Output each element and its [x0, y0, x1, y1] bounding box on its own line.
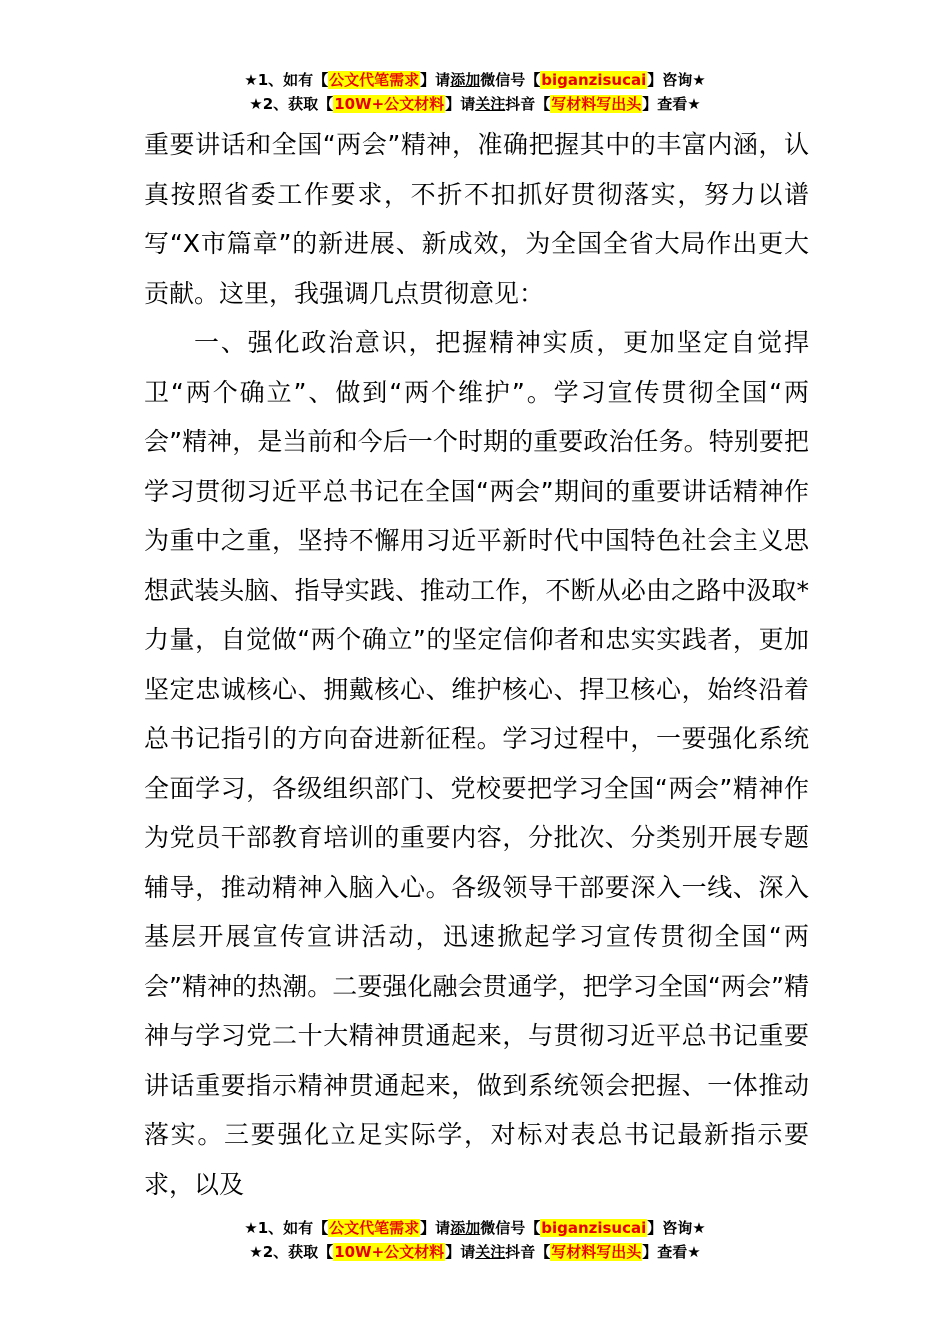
banner-underlined-text: 添加 [450, 1219, 481, 1237]
paragraph-continuation: 重要讲话和全国“两会”精神，准确把握其中的丰富内涵，认真按照省委工作要求，不折不扣抓好贯彻落实，努力以谱写“X市篇章”的新进展、新成效，为全国全省大局作出更大贡献。这里，我强调几点贯彻意见： [144, 130, 809, 308]
paragraph-section-one: 一、强化政治意识，把握精神实质，更加坚定自觉捍卫“两个确立”、做到“两个维护”。学习宣传贯彻全国“两会”精神，是当前和今后一个时期的重要政治任务。特别要把学习贯彻习近平总书记在全国“两会”期间的重要讲话精神作为重中之重，坚持不懈用习近平新时代中国特色社会主义思想武装头脑、指导实践、推动工作，不断从必由之路中汲取*力量，自觉做“两个确立”的坚定信仰者和忠实实践者，更加坚定忠诚核心、拥戴核心、维护核心、捍卫核心，始终沿着总书记指引的方向奋进新征程。学习过程中，一要强化系统全面学习，各级组织部门、党校要把学习全国“两会”精神作为党员干部教育培训的重要内容，分批次、分类别开展专题辅导，推动精神入脑入心。各级领导干部要深入一线、深入基层开展宣传宣讲活动，迅速掀起学习宣传贯彻全国“两会”精神的热潮。二要强化融会贯通学，把学习全国“两会”精神与学习党二十大精神贯通起来，与贯彻习近平总书记重要讲话重要指示精神贯通起来，做到系统领会把握、一体推动落实。三要强化立足实际学，对标对表总书记最新指示要求，以及 [144, 328, 809, 1199]
banner-text: ★1、如有【 [244, 71, 329, 89]
banner-highlight: 写材料写出头 [551, 1243, 642, 1261]
banner-highlight: biganzisucai [541, 71, 647, 89]
banner-line-1 [0, 68, 950, 92]
banner-highlight: 10W+公文材料 [334, 95, 445, 113]
header-banner [0, 68, 950, 116]
banner-highlight: 公文代笔需求 [329, 1219, 420, 1237]
banner-line-1 [0, 1216, 950, 1240]
banner-underlined-text: 关注 [475, 1243, 506, 1261]
banner-line-2 [0, 92, 950, 116]
document-body [144, 120, 809, 1209]
banner-text: 微信号【 [480, 1219, 541, 1237]
banner-text: 】咨询★ [647, 1219, 706, 1237]
banner-highlight: 公文代笔需求 [329, 71, 420, 89]
footer-banner [0, 1216, 950, 1264]
banner-underlined-text: 关注 [475, 95, 506, 113]
banner-text: 抖音【 [505, 1243, 551, 1261]
banner-text: ★1、如有【 [244, 1219, 329, 1237]
banner-highlight: 写材料写出头 [551, 95, 642, 113]
banner-text: 】请 [420, 71, 451, 89]
banner-text: 】查看★ [642, 1243, 701, 1261]
banner-underlined-text: 添加 [450, 71, 481, 89]
banner-text: 】请 [420, 1219, 451, 1237]
banner-line-2 [0, 1240, 950, 1264]
banner-highlight: biganzisucai [541, 1219, 647, 1237]
banner-text: ★2、获取【 [249, 95, 334, 113]
banner-text: ★2、获取【 [249, 1243, 334, 1261]
banner-text: 微信号【 [480, 71, 541, 89]
banner-text: 】咨询★ [647, 71, 706, 89]
banner-text: 】请 [445, 95, 476, 113]
banner-text: 】请 [445, 1243, 476, 1261]
banner-text: 抖音【 [505, 95, 551, 113]
banner-highlight: 10W+公文材料 [334, 1243, 445, 1261]
banner-text: 】查看★ [642, 95, 701, 113]
